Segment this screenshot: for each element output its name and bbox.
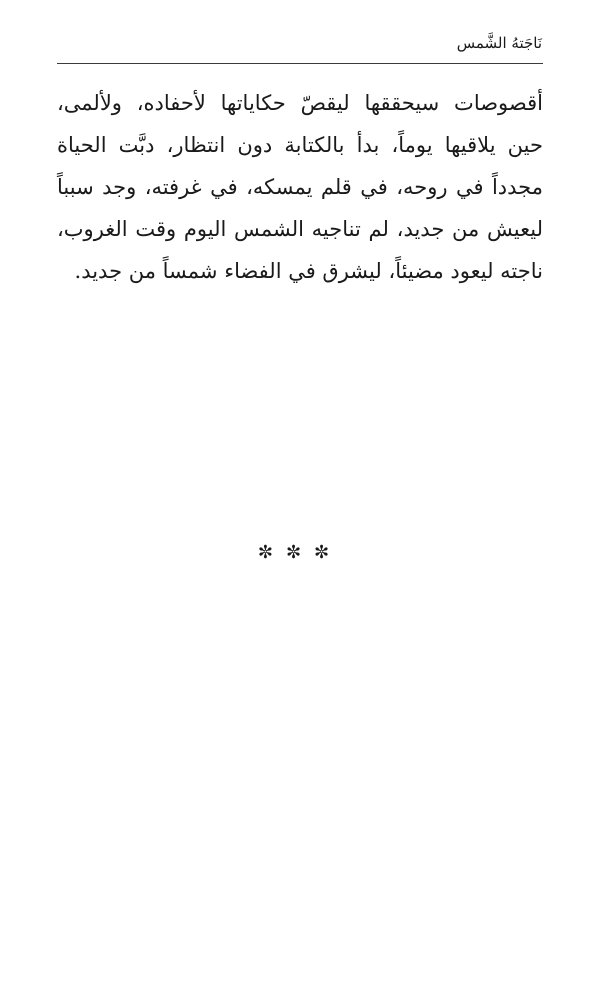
header-divider [57, 63, 543, 64]
running-header: نَاجَتهُ الشَّمس [456, 34, 542, 52]
section-break-ornament: ✼✼✼ [257, 542, 343, 563]
body-paragraph: أقصوصات سيحققها ليقصّ حكاياتها لأحفاده، ولألمى، حين يلاقيها يوماً، بدأ بالكتابة دون انتظار، دبَّت الحياة مجدداً في روحه، في قلم يمسكه، في غرفته، وجد سبباً ليعيش من جديد، لم تناجيه الشمس اليوم وقت الغروب، ناجته ليعود مضيئاً، ليشرق في الفضاء شمساً من جديد. [57, 91, 543, 283]
